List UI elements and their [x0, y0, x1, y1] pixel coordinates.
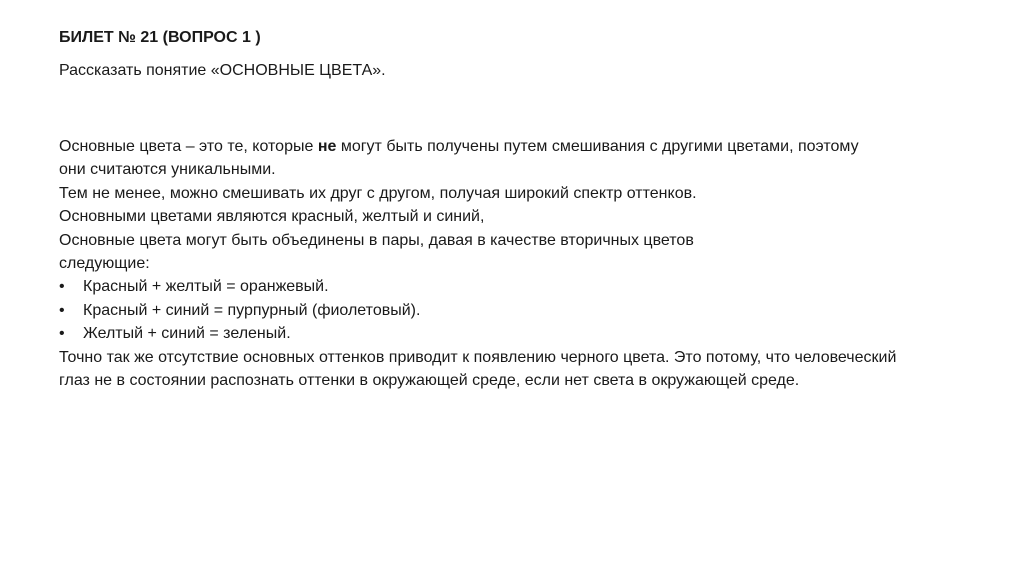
- bullet-icon: •: [59, 301, 65, 319]
- bullet-item: [59, 322, 999, 345]
- bullet-text: Красный + синий = пурпурный (фиолетовый).: [83, 301, 421, 319]
- closing-line: глаз не в состоянии распознать оттенки в окружающей среде, если нет света в окружающей среде.: [59, 372, 800, 390]
- bullet-icon: •: [59, 325, 65, 343]
- paragraph-text: Основные цвета – это те, которые: [59, 138, 318, 155]
- body-line: Основными цветами являются красный, желтый и синий,: [59, 208, 485, 226]
- bullet-item: [59, 275, 999, 298]
- slide-title: БИЛЕТ № 21 (ВОПРОС 1 ): [59, 29, 261, 46]
- slide-body: [59, 135, 999, 392]
- body-line: следующие:: [59, 255, 150, 273]
- body-line: Основные цвета могут быть объединены в пары, давая в качестве вторичных цветов: [59, 231, 694, 249]
- paragraph-line-1: [59, 135, 999, 158]
- emphasis-text: не: [317, 138, 337, 155]
- bullet-item: [59, 299, 999, 322]
- paragraph-text: могут быть получены путем смешивания с другими цветами, поэтому: [336, 138, 859, 155]
- bullet-icon: •: [59, 278, 65, 296]
- closing-line: Точно так же отсутствие основных оттенков приводит к появлению черного цвета. Это потому, что человеческий: [59, 348, 897, 366]
- body-line: Тем не менее, можно смешивать их друг с другом, получая широкий спектр оттенков.: [59, 184, 697, 202]
- bullet-text: Желтый + синий = зеленый.: [83, 325, 291, 343]
- slide-subtitle: Рассказать понятие «ОСНОВНЫЕ ЦВЕТА».: [59, 62, 386, 79]
- bullet-text: Красный + желтый = оранжевый.: [83, 278, 329, 296]
- paragraph-line-2: они считаются уникальными.: [59, 161, 276, 179]
